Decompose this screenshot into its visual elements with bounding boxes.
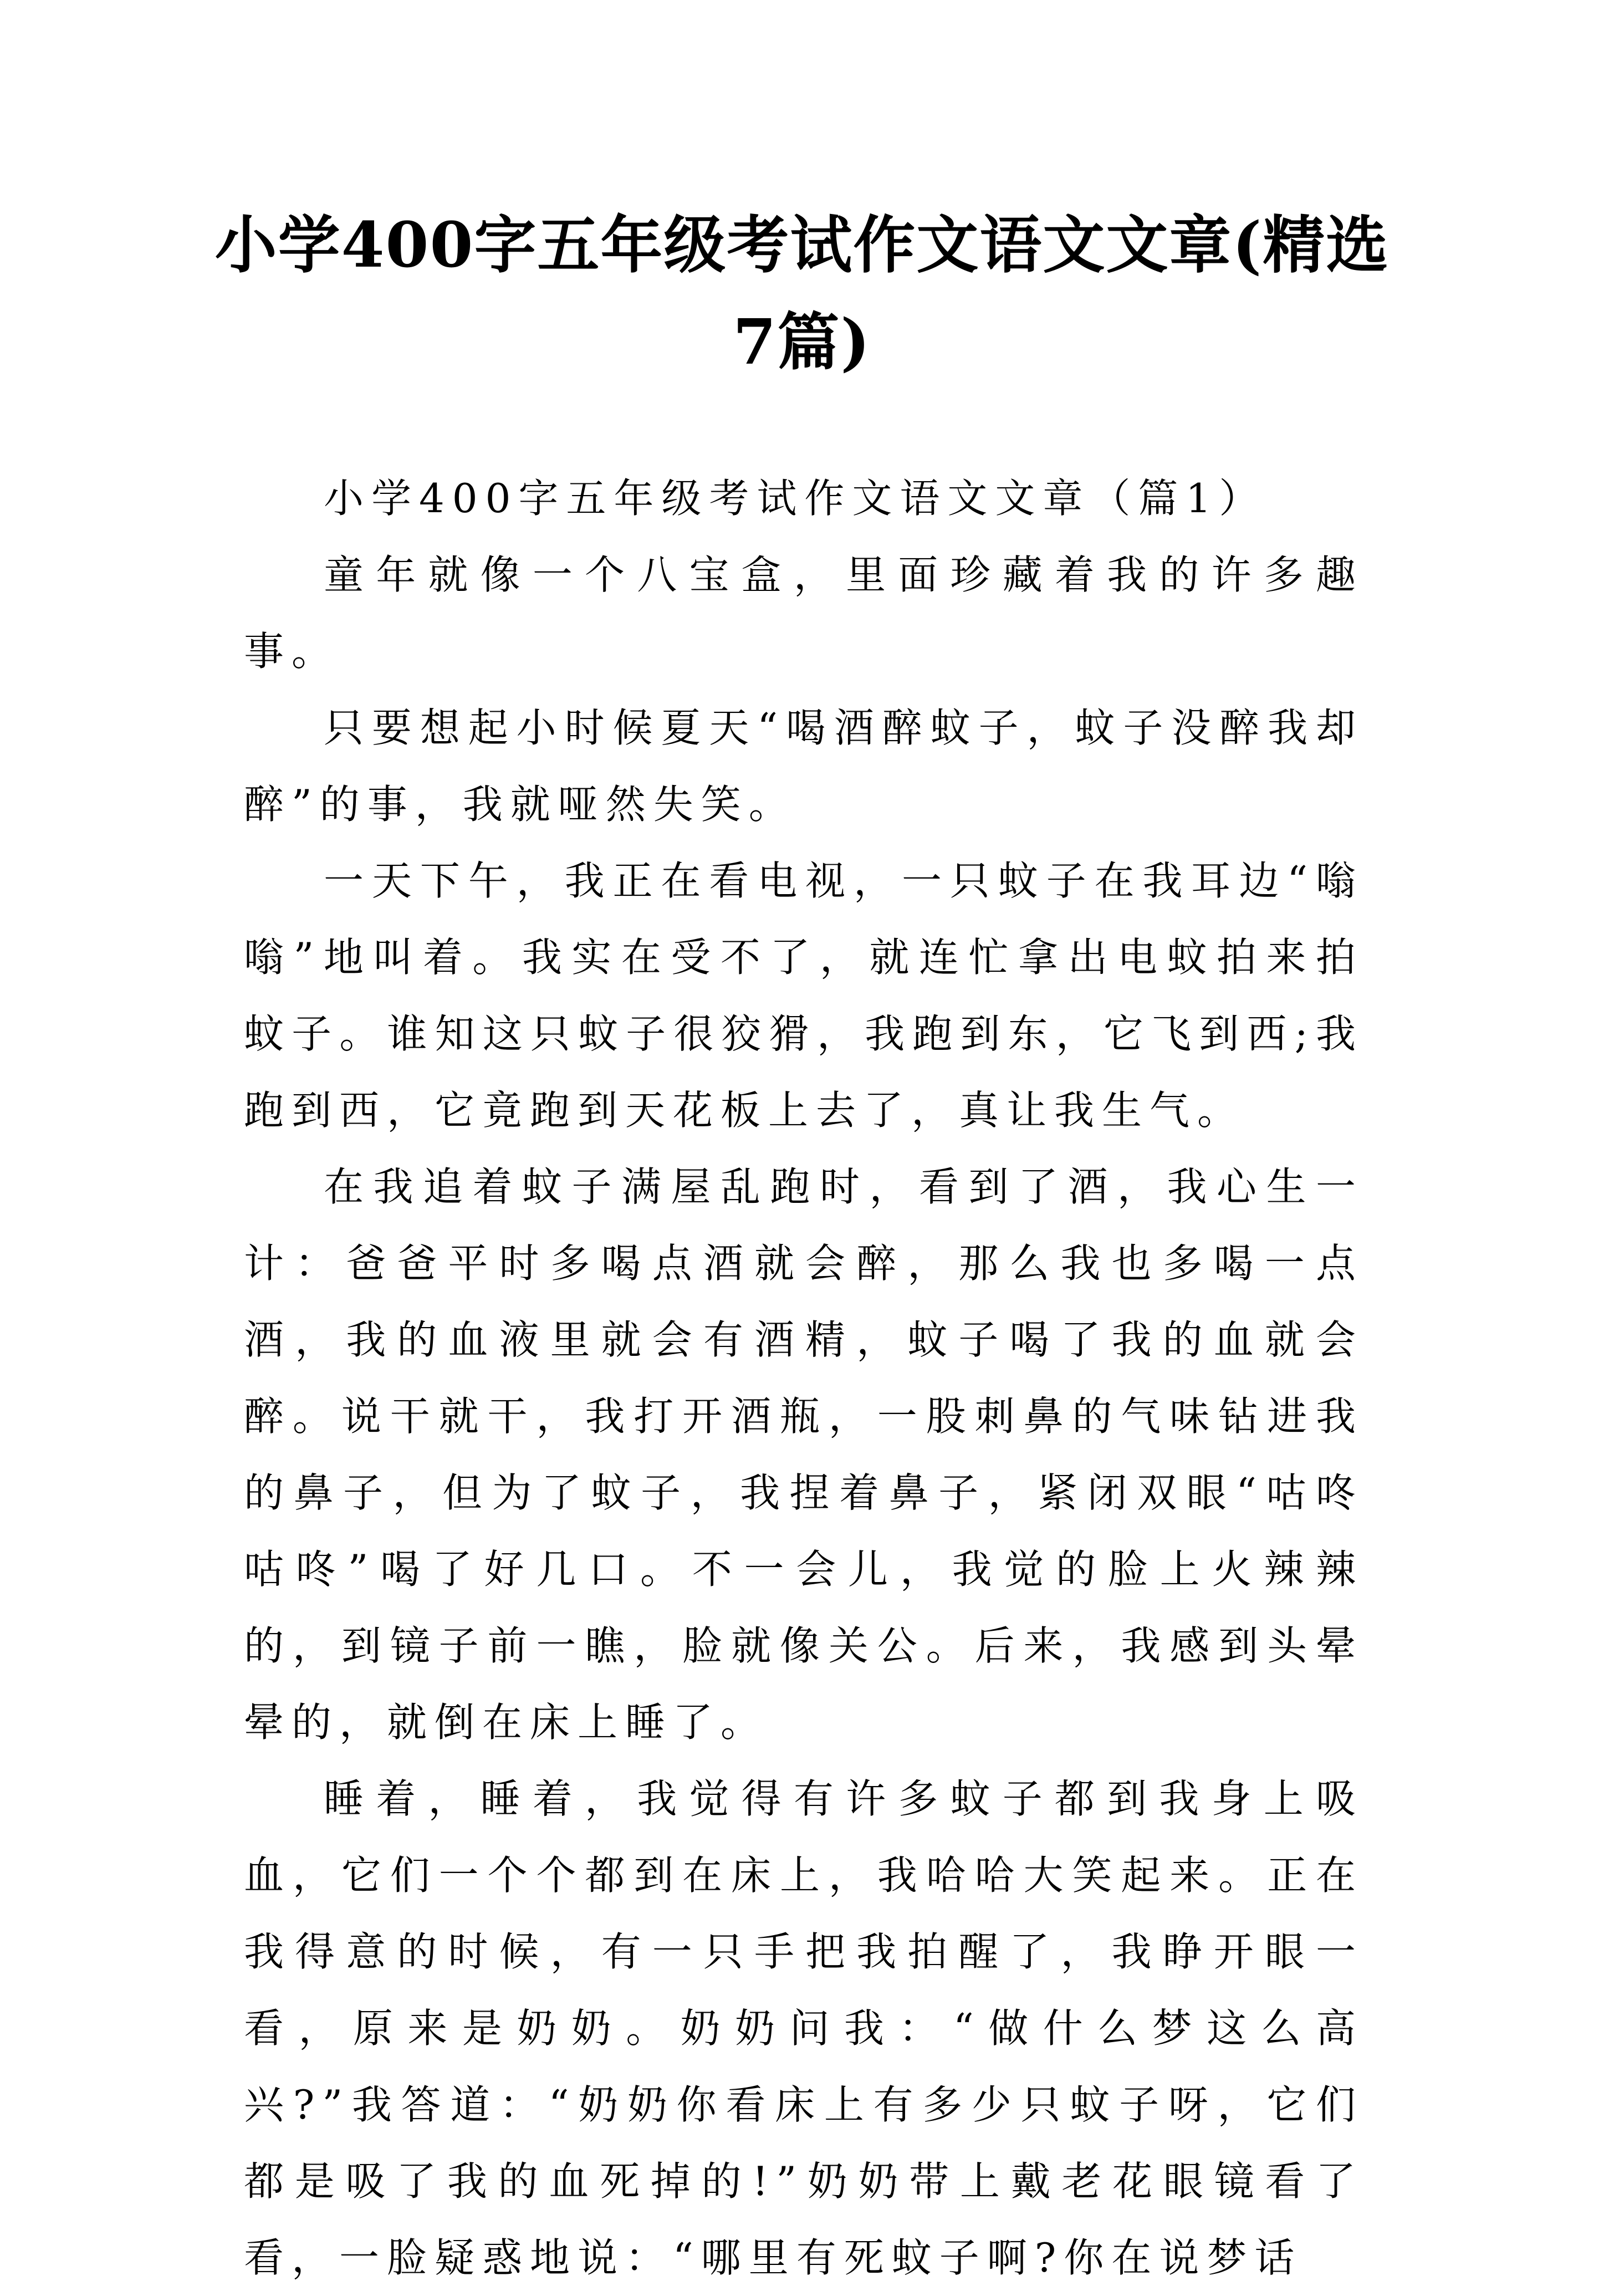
paragraph: 睡着，睡着，我觉得有许多蚊子都到我身上吸血，它们一个个都到在床上，我哈哈大笑起来。正在我得意的时候，有一只手把我拍醒了，我睁开眼一看，原来是奶奶。奶奶问我：“做什么梦这么高兴?”我答道：“奶奶你看床上有多少只蚊子呀，它们都是吸了我的血死掉的!”奶奶带上戴老花眼镜看了看，一脸疑惑地说：“哪里有死蚊子啊?你在说梦话 bbox=[244, 1775, 1363, 2281]
section-heading: 小学400字五年级考试作文语文文章（篇1） bbox=[324, 475, 1267, 522]
paragraph: 一天下午，我正在看电视，一只蚊子在我耳边“嗡嗡”地叫着。我实在受不了，就连忙拿出电蚊拍来拍蚊子。谁知这只蚊子很狡猾，我跑到东，它飞到西;我跑到西，它竟跑到天花板上去了，真让我生气。 bbox=[244, 858, 1363, 1134]
document-body bbox=[244, 460, 1363, 2296]
paragraph: 只要想起小时候夏天“喝酒醉蚊子，蚊子没醉我却醉”的事，我就哑然失笑。 bbox=[244, 705, 1363, 828]
paragraph: 在我追着蚊子满屋乱跑时，看到了酒，我心生一计：爸爸平时多喝点酒就会醉，那么我也多喝一点酒，我的血液里就会有酒精，蚊子喝了我的血就会醉。说干就干，我打开酒瓶，一股刺鼻的气味钻进我的鼻子，但为了蚊子，我捏着鼻子，紧闭双眼“咕咚咕咚”喝了好几口。不一会儿，我觉的脸上火辣辣的，到镜子前一瞧，脸就像关公。后来，我感到头晕晕的，就倒在床上睡了。 bbox=[244, 1164, 1363, 1746]
document-title: 小学400字五年级考试作文语文文章(精选7篇) bbox=[214, 209, 1390, 379]
paragraph: 童年就像一个八宝盒，里面珍藏着我的许多趣事。 bbox=[244, 552, 1363, 675]
